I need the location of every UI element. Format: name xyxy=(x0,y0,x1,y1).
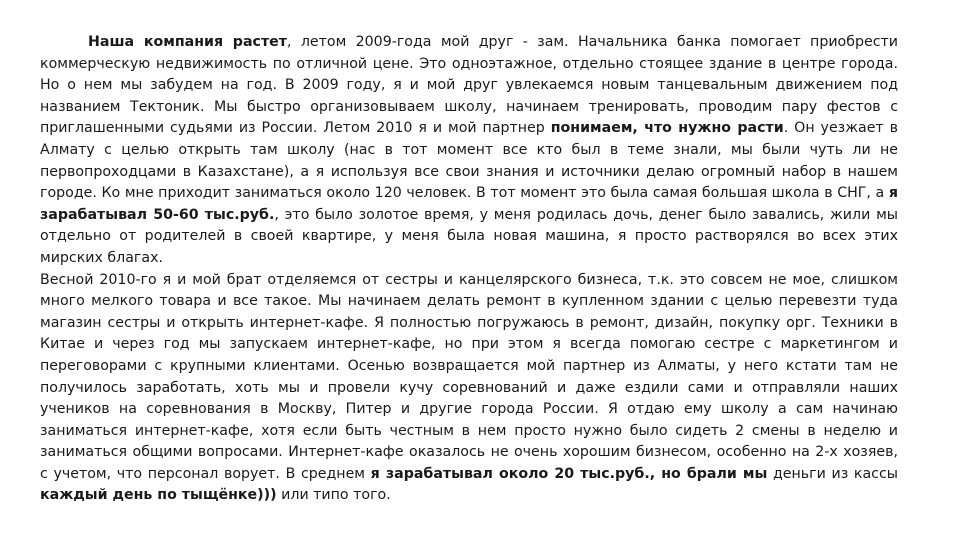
bold-text: понимаем, что нужно расти xyxy=(550,120,784,137)
bold-text: Наша компания растет xyxy=(88,34,288,50)
document-body xyxy=(40,32,898,507)
body-text: , летом 2009-года мой друг - зам. Начальника банка помогает приобрести коммерческую недвижимость по отличной цене. Это одноэтажное, отдельно стоящее здание в центре города. Но о нем мы забудем на год. В 2009 году, я и мой друг увлекаемся новым танцевальным движением под названием Тектоник. Мы быстро организовываем школу, начинаем тренировать, проводим пару фестов с приглашенными судьями из России. Летом 2010 я и мой партнер xyxy=(40,34,898,137)
bold-text: каждый день по тыщёнке))) xyxy=(40,487,277,504)
paragraph-2 xyxy=(40,270,898,508)
body-text: или типо того. xyxy=(276,487,391,504)
bold-text: я зарабатывал около 20 тыс.руб., но брали мы xyxy=(370,465,768,482)
body-text: , это было золотое время, у меня родилась дочь, денег было завались, жили мы отдельно от родителей в своей квартире, у меня была новая машина, я просто растворялся во всех этих мирских благах. xyxy=(40,206,898,266)
paragraph-1 xyxy=(40,32,898,270)
body-text: Весной 2010-го я и мой брат отделяемся от сестры и канцелярского бизнеса, т.к. это совсем не мое, слишком много мелкого товара и все такое. Мы начинаем делать ремонт в купленном здании с целью перевезти туда магазин сестры и открыть интернет-кафе. Я полностью погружаюсь в ремонт, дизайн, покупку орг. Техники в Китае и через год мы запускаем интернет-кафе, но при этом я всегда помогаю сестре с маркетингом и переговорами с крупными клиентами. Осенью возвращается мой партнер из Алматы, у него кстати там не получилось заработать, хоть мы и провели кучу соревнований и даже ездили сами и отправляли наших учеников на соревнования в Москву, Питер и другие города России. Я отдаю ему школу а сам начинаю заниматься интернет-кафе, хотя если быть честным в нем просто нужно было сидеть 2 смены в неделю и заниматься общими вопросами. Интернет-кафе оказалось не очень хорошим бизнесом, особенно на 2-х хозяев, с учетом, что персонал ворует. В среднем xyxy=(40,271,898,482)
bold-text: я зарабатывал 50-60 тыс.руб. xyxy=(40,185,898,223)
body-text: . Он уезжает в Алмату с целью открыть там школу (нас в тот момент все кто был в теме знали, мы были чуть ли не первопроходцами в Казахстане), а я используя все свои знания и источники делаю огромный набор в нашем городе. Ко мне приходит заниматься около 120 человек. В тот момент это была самая большая школа в СНГ, а xyxy=(40,120,899,202)
body-text: деньги из кассы xyxy=(767,465,898,482)
